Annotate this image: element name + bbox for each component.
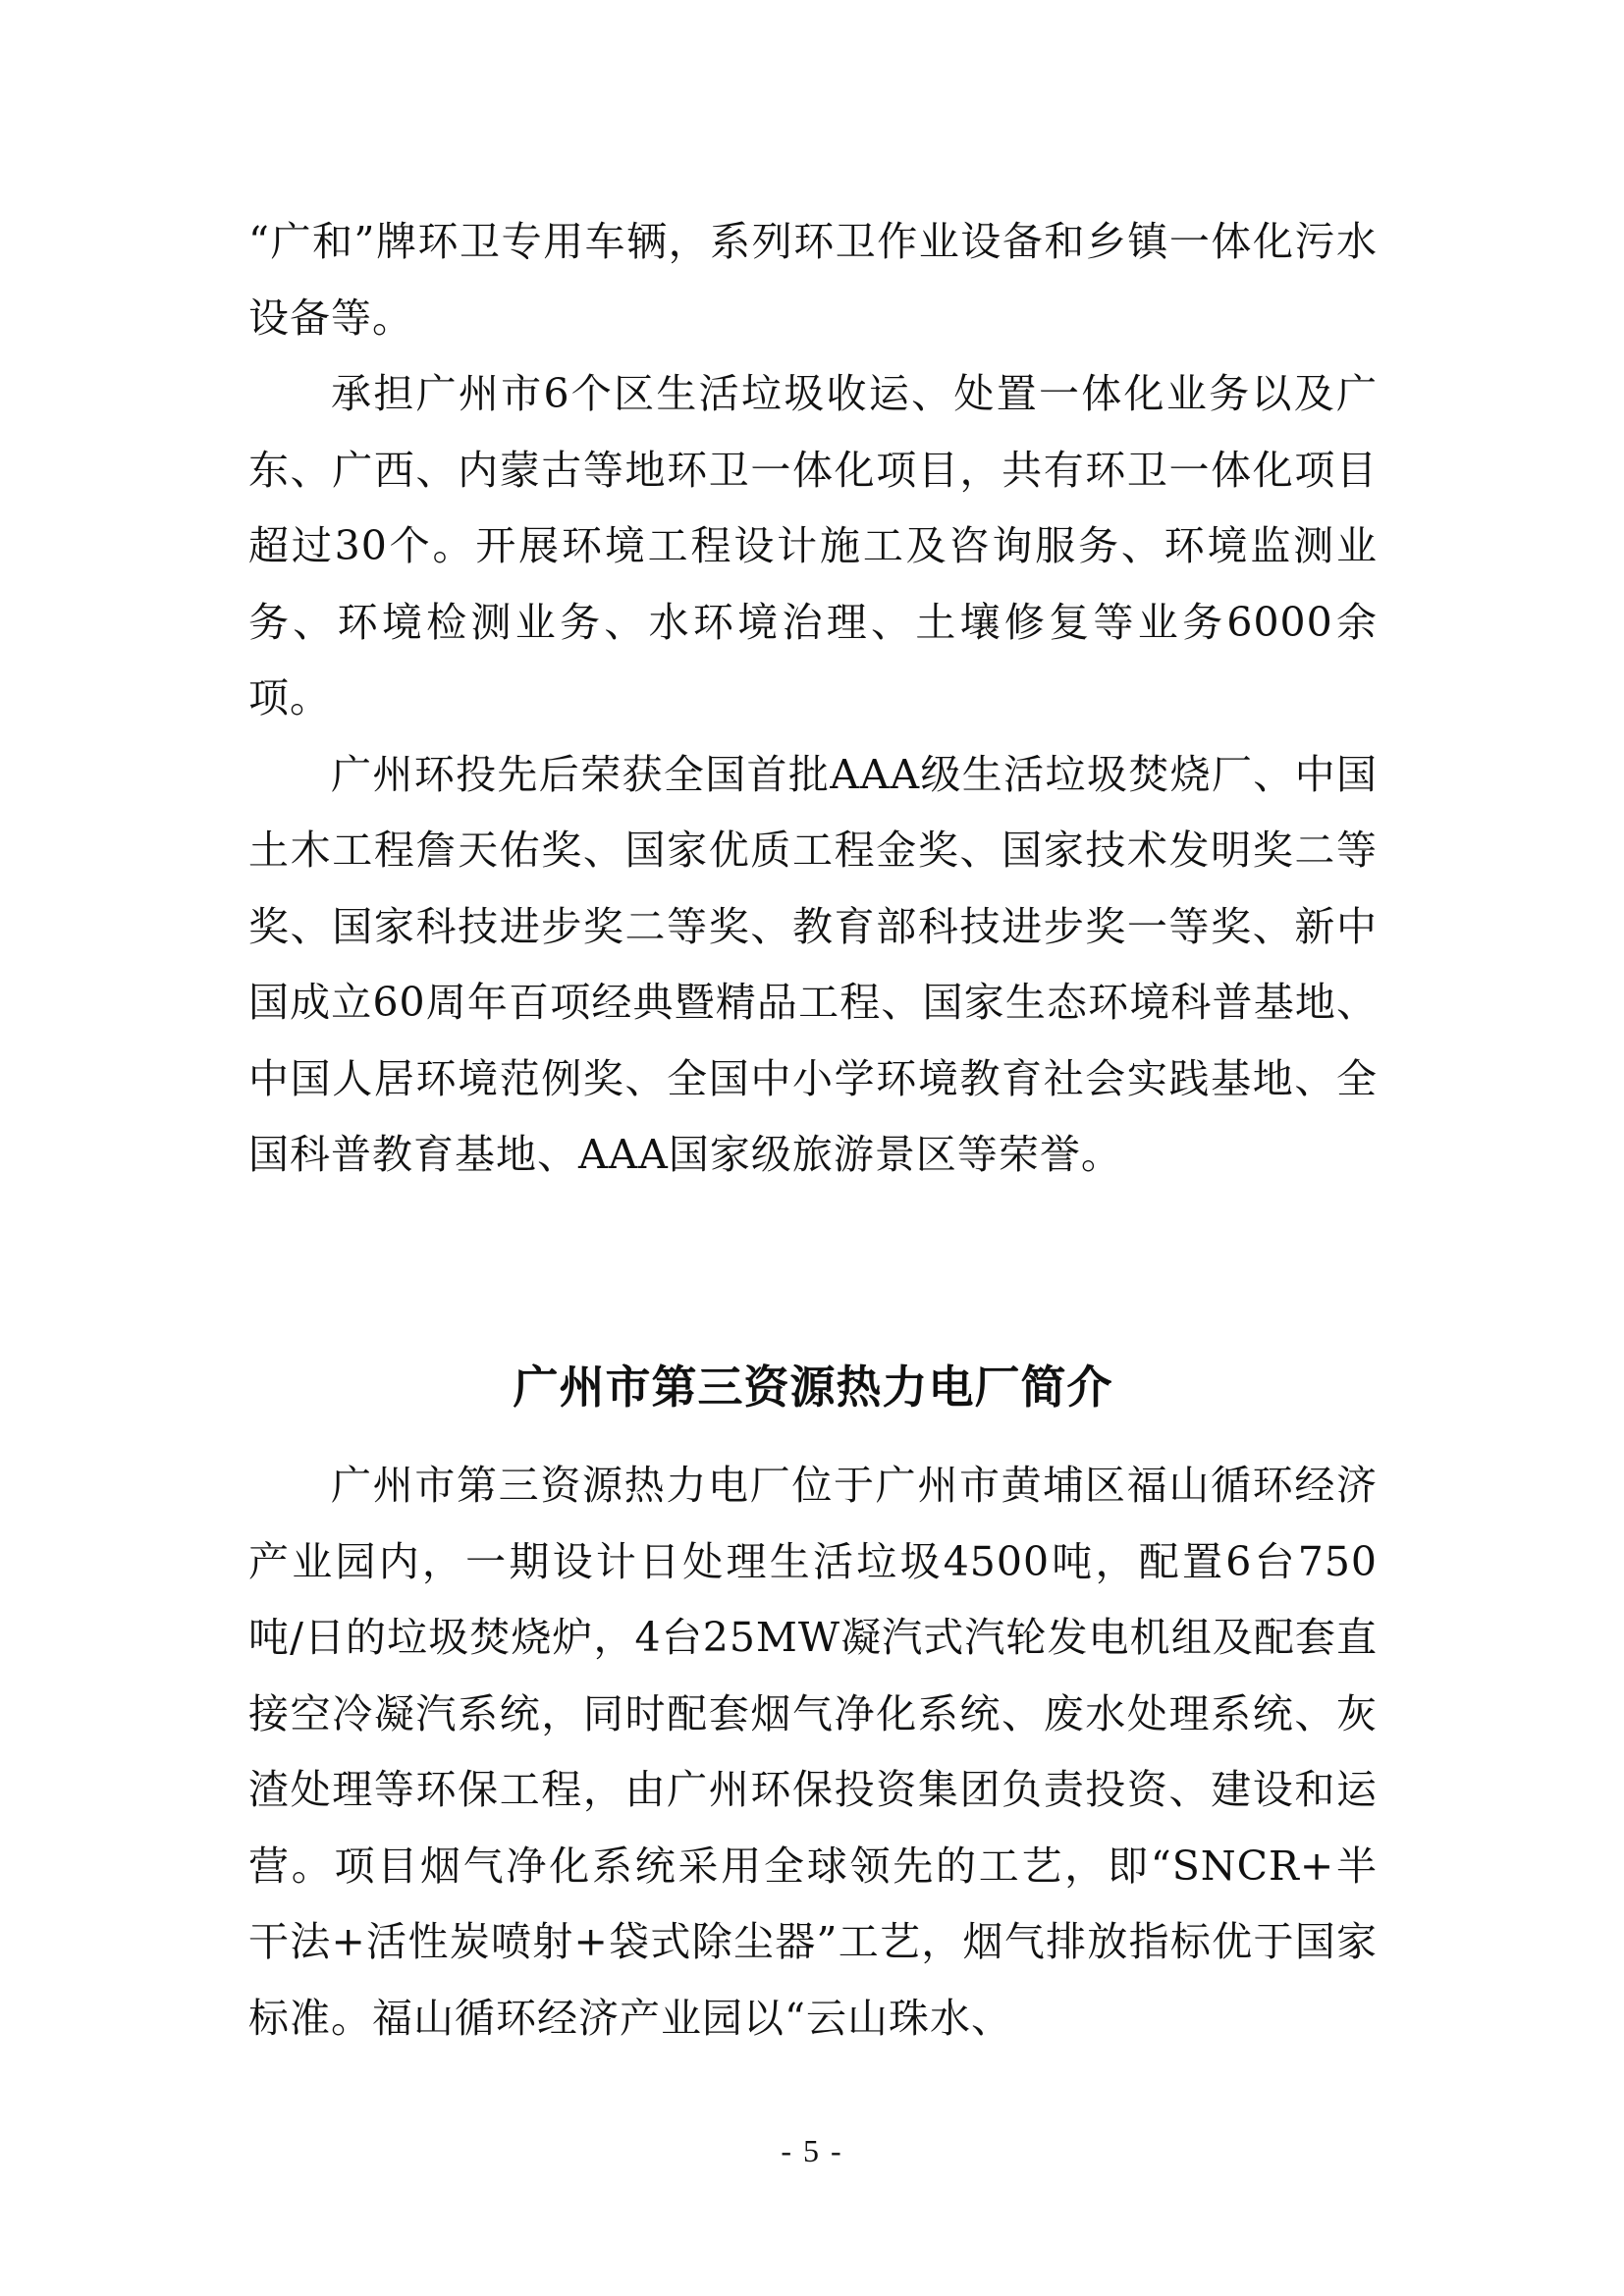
intro-text-block [248, 204, 1378, 1194]
section-text-block [248, 1448, 1378, 2056]
section-title: 广州市第三资源热力电厂简介 [513, 1361, 1113, 1414]
paragraph-continuation: “广和”牌环卫专用车辆，系列环卫作业设备和乡镇一体化污水设备等。 [248, 218, 1378, 342]
paragraph-plant-intro: 广州市第三资源热力电厂位于广州市黄埔区福山循环经济产业园内，一期设计日处理生活垃圾4500吨，配置6台750吨/日的垃圾焚烧炉，4台25MW凝汽式汽轮发电机组及配套直接空冷凝汽系统，同时配套烟气净化系统、废水处理系统、灰渣处理等环保工程，由广州环保投资集团负责投资、建设和运营。项目烟气净化系统采用全球领先的工艺，即“SNCR+半干法+活性炭喷射+袋式除尘器”工艺，烟气排放指标优于国家标准。福山循环经济产业园以“云山珠水、 [248, 1462, 1378, 2042]
page-number: - 5 - [781, 2133, 843, 2168]
paragraph-sanitation-business: 承担广州市6个区生活垃圾收运、处置一体化业务以及广东、广西、内蒙古等地环卫一体化项目，共有环卫一体化项目超过30个。开展环境工程设计施工及咨询服务、环境监测业务、环境检测业务、水环境治理、土壤修复等业务6000余项。 [248, 370, 1378, 721]
paragraph-honors: 广州环投先后荣获全国首批AAA级生活垃圾焚烧厂、中国土木工程詹天佑奖、国家优质工程金奖、国家技术发明奖二等奖、国家科技进步奖二等奖、教育部科技进步奖一等奖、新中国成立60周年百项经典暨精品工程、国家生态环境科普基地、中国人居环境范例奖、全国中小学环境教育社会实践基地、全国科普教育基地、AAA国家级旅游景区等荣誉。 [248, 750, 1378, 1178]
